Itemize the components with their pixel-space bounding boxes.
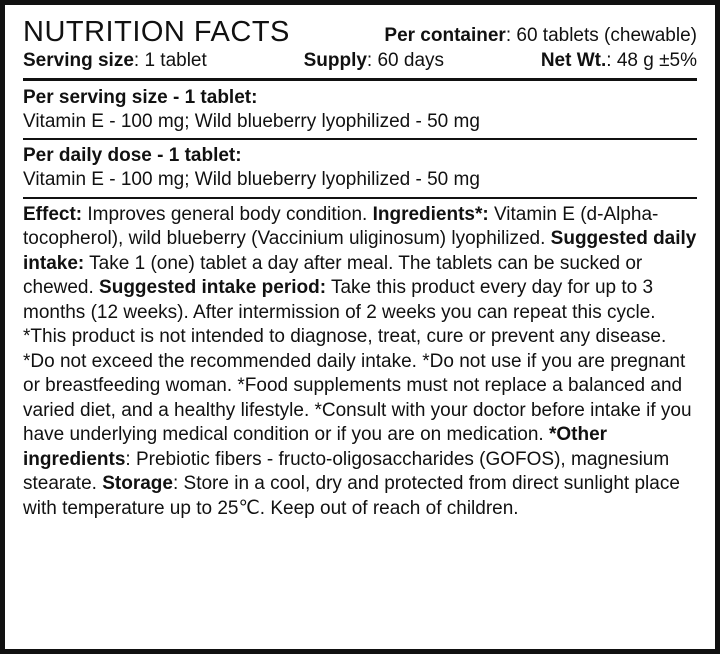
supply-line	[304, 50, 444, 72]
storage-label: Storage	[102, 473, 173, 495]
suggested-intake-text: Take 1 (one) tablet a day after meal. The tablets can be sucked or chewed.	[23, 252, 643, 299]
divider-middle	[23, 138, 697, 140]
per-container-line	[384, 25, 697, 47]
ingredients-label: Ingredients*:	[372, 203, 489, 225]
header-second-row	[23, 50, 697, 72]
serving-size-value: : 1 tablet	[133, 49, 207, 71]
per-daily-dose-body: Vitamin E - 100 mg; Wild blueberry lyophilized - 50 mg	[23, 169, 480, 191]
intake-period-label: Suggested intake period:	[99, 277, 327, 299]
storage-text: : Store in a cool, dry and protected from direct sunlight place with temperature up to 25℃. Keep out of reach of children.	[23, 473, 680, 519]
ingredients-text: Vitamin E (d-Alpha-tocopherol), wild blueberry (Vaccinium uliginosum) lyophilized.	[23, 203, 659, 250]
other-ingredients-label: *Other ingredients	[23, 424, 608, 470]
intake-period-text: Take this product every day for up to 3 months (12 weeks). After intermission of 2 weeks you can repeat this cycle. *This product is not intended to diagnose, treat, cure or prevent any disease. *Do not exceed the recommended daily intake. *Do not use if you are pregnant or breastfeeding woman. *Food supplements must not replace a balanced and varied diet, and a healthy lifestyle. *Consult with your doctor before intake if you have underlying medical condition or if you are on medication.	[23, 277, 692, 446]
details-paragraph	[23, 203, 697, 522]
suggested-intake-label: Suggested daily intake:	[23, 228, 697, 274]
per-serving-body: Vitamin E - 100 mg; Wild blueberry lyophilized - 50 mg	[23, 110, 480, 132]
per-container-value: : 60 tablets (chewable)	[505, 25, 697, 46]
per-container-label: Per container	[384, 25, 506, 46]
divider-top	[23, 78, 697, 81]
header-top-row	[23, 17, 697, 49]
effect-text: Improves general body condition.	[82, 203, 373, 225]
other-ingredients-text: : Prebiotic fibers - fructo-oligosaccharides (GOFOS), magnesium stearate.	[23, 448, 670, 495]
page-title: NUTRITION FACTS	[23, 16, 290, 48]
divider-bottom	[23, 197, 697, 199]
net-weight-line	[541, 50, 697, 72]
net-weight-value: : 48 g ±5%	[606, 49, 697, 71]
serving-size-label: Serving size	[23, 49, 134, 71]
supply-value: : 60 days	[366, 49, 445, 71]
effect-label: Effect:	[23, 203, 83, 225]
per-serving-heading: Per serving size - 1 tablet:	[23, 86, 258, 108]
serving-size-line	[23, 50, 207, 72]
net-weight-label: Net Wt.	[540, 49, 607, 71]
per-daily-dose-heading: Per daily dose - 1 tablet:	[23, 145, 242, 167]
supply-label: Supply	[303, 49, 367, 71]
